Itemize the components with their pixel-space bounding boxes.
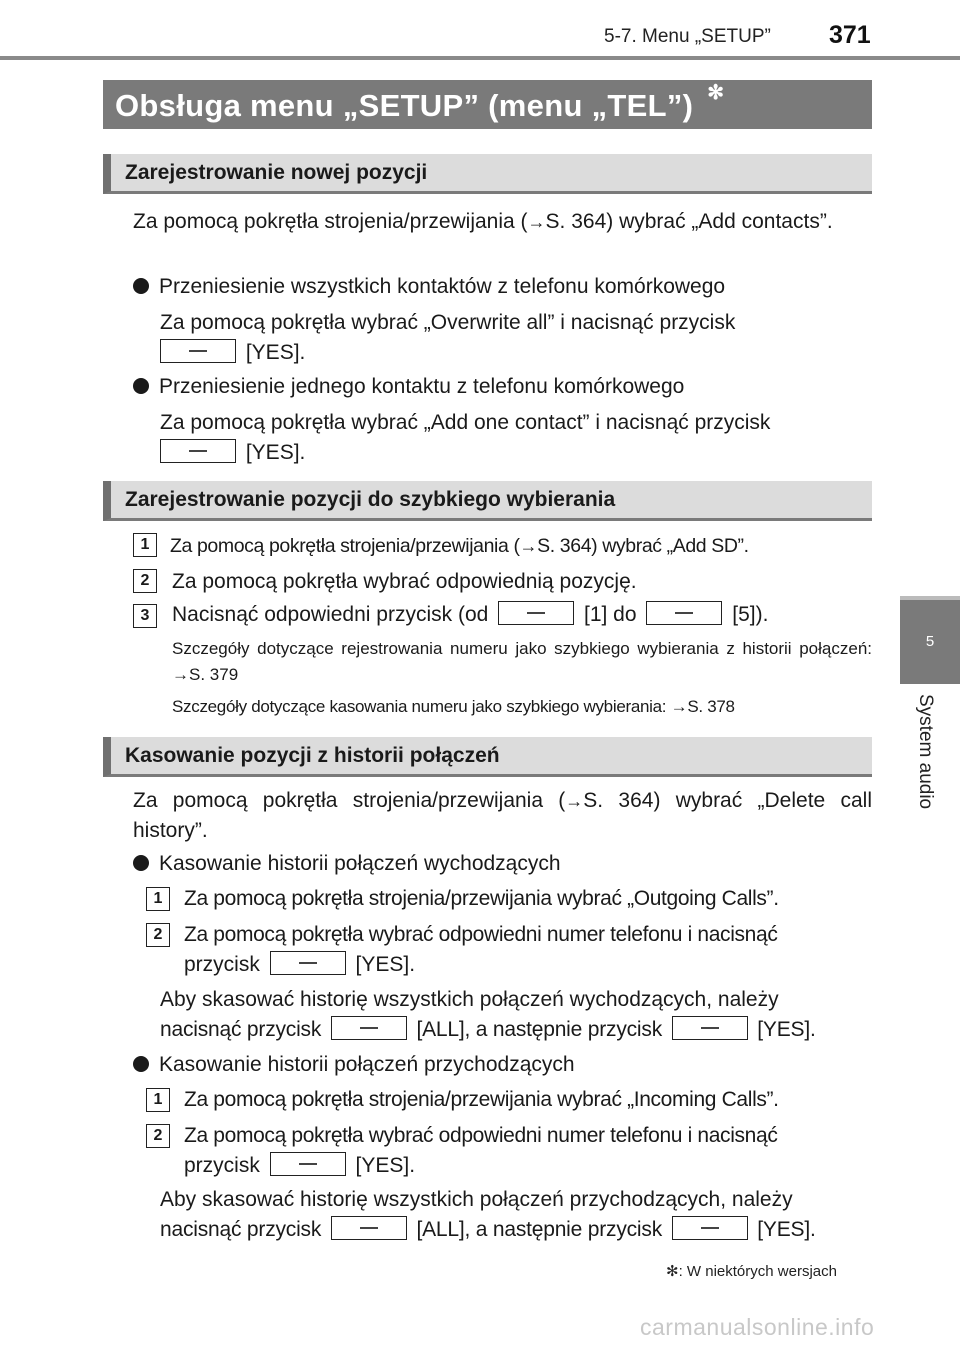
text: nacisnąć przycisk — [160, 1218, 322, 1241]
bullet-icon — [133, 378, 149, 394]
text: przycisk — [184, 953, 260, 976]
history-intro — [133, 786, 872, 846]
page-title-text: Obsługa menu „SETUP” (menu „TEL”) — [115, 88, 694, 123]
bullet-icon — [133, 855, 149, 871]
text: nacisnąć przycisk — [160, 1018, 322, 1041]
bullet-transfer-all — [133, 272, 725, 302]
page-title — [103, 80, 872, 129]
incoming-step1: Za pomocą pokrętła strojenia/przewijania wybrać „Incoming Calls”. — [184, 1088, 779, 1111]
bullet-outgoing — [133, 849, 561, 879]
speed-dial-note-history — [172, 636, 872, 688]
text: [YES]. — [355, 1154, 416, 1177]
hardware-button-icon — [270, 1152, 346, 1176]
incoming-step2-line2 — [184, 1151, 415, 1181]
text: [YES]. — [757, 1018, 816, 1041]
text: [YES]. — [757, 1218, 816, 1241]
watermark: carmanualsonline.info — [640, 1314, 875, 1340]
outgoing-step2-line2 — [184, 950, 415, 980]
incoming-all-text: Aby skasować historię wszystkich połączeń przychodzących, należy — [160, 1188, 793, 1211]
arrow-icon: → — [519, 536, 538, 556]
footnote — [666, 1262, 837, 1280]
incoming-all-line2 — [160, 1215, 816, 1245]
text: S. 364) wybrać „Delete call history”. — [133, 789, 872, 842]
bullet-transfer-all-btn-line — [160, 338, 305, 368]
bullet-title: Przeniesienie wszystkich kontaktów z telefonu komórkowego — [159, 275, 726, 298]
step-badge: 1 — [146, 887, 170, 911]
text: Szczegóły dotyczące kasowania numeru jako szybkiego wybierania: — [172, 697, 671, 716]
step-badge: 2 — [146, 923, 170, 947]
hardware-button-icon — [646, 601, 722, 625]
bullet-title: Przeniesienie jednego kontaktu z telefonu komórkowego — [159, 375, 685, 398]
outgoing-step2: Za pomocą pokrętła wybrać odpowiedni numer telefonu i nacisnąć — [184, 923, 778, 946]
text: Za pomocą pokrętła strojenia/przewijania ( — [170, 535, 520, 557]
bullet-transfer-one-btn-line — [160, 438, 305, 468]
section-heading-history: Kasowanie pozycji z historii połączeń — [103, 737, 872, 777]
text: Za pomocą pokrętła strojenia/przewijania ( — [133, 789, 566, 812]
hardware-button-icon — [672, 1016, 748, 1040]
text: Nacisnąć odpowiedni przycisk (od — [172, 603, 489, 626]
new-entry-intro — [133, 207, 872, 237]
text: [YES]. — [245, 441, 306, 464]
bullet-title: Kasowanie historii połączeń wychodzących — [159, 852, 561, 875]
hardware-button-icon — [331, 1016, 407, 1040]
chapter-title: 5-7. Menu „SETUP” — [604, 26, 771, 47]
title-star: ✻ — [707, 82, 725, 104]
step-number-2 — [146, 1124, 170, 1148]
step-number-1 — [146, 1088, 170, 1112]
step-number-2 — [133, 569, 157, 593]
bullet-icon — [133, 278, 149, 294]
bullet-icon — [133, 1056, 149, 1072]
step-badge: 2 — [146, 1124, 170, 1148]
text: Za pomocą pokrętła strojenia/przewijania ( — [133, 210, 528, 233]
section-heading-new-entry: Zarejestrowanie nowej pozycji — [103, 154, 872, 194]
text: S. 364) wybrać „Add contacts”. — [545, 210, 833, 233]
step-number-1 — [146, 887, 170, 911]
step-number-2 — [146, 923, 170, 947]
text: [1] do — [584, 603, 637, 626]
step-badge: 1 — [133, 533, 157, 557]
speed-dial-note-delete — [172, 694, 735, 720]
text: [ALL], a następnie przycisk — [416, 1018, 663, 1041]
speed-dial-step3 — [172, 600, 768, 630]
arrow-icon: → — [670, 697, 688, 716]
text: [5]). — [732, 603, 769, 626]
arrow-icon: → — [527, 212, 546, 232]
text: [YES]. — [245, 341, 306, 364]
bullet-title: Kasowanie historii połączeń przychodzących — [159, 1053, 575, 1076]
hardware-button-icon — [672, 1216, 748, 1240]
side-tab-label: System audio — [915, 694, 936, 810]
text: S. 364) wybrać „Add SD”. — [537, 535, 749, 557]
text: S. 379 — [189, 665, 239, 684]
bullet-transfer-one-text: Za pomocą pokrętła wybrać „Add one contact” i nacisnąć przycisk — [160, 411, 771, 434]
side-tab-number: 5 — [900, 600, 960, 684]
bullet-transfer-all-text: Za pomocą pokrętła wybrać „Overwrite all” i nacisnąć przycisk — [160, 311, 736, 334]
text: Szczegóły dotyczące rejestrowania numeru jako szybkiego wybierania z historii połączeń: — [172, 639, 872, 658]
text: [YES]. — [355, 953, 416, 976]
hardware-button-icon — [331, 1216, 407, 1240]
speed-dial-step1 — [170, 531, 749, 561]
footnote-text: : W niektórych wersjach — [678, 1263, 837, 1280]
page-number: 371 — [829, 21, 871, 49]
step-badge: 2 — [133, 569, 157, 593]
step-badge: 3 — [133, 604, 157, 628]
arrow-icon: → — [565, 791, 584, 811]
arrow-icon: → — [172, 665, 189, 684]
step-badge: 1 — [146, 1088, 170, 1112]
step-number-1 — [133, 533, 157, 557]
incoming-step2: Za pomocą pokrętła wybrać odpowiedni numer telefonu i nacisnąć — [184, 1124, 778, 1147]
hardware-button-icon — [270, 951, 346, 975]
outgoing-step1: Za pomocą pokrętła strojenia/przewijania wybrać „Outgoing Calls”. — [184, 887, 779, 910]
hardware-button-icon — [160, 339, 236, 363]
text: [ALL], a następnie przycisk — [416, 1218, 663, 1241]
step-number-3 — [133, 604, 157, 628]
text: S. 378 — [687, 697, 735, 716]
bullet-transfer-one — [133, 372, 684, 402]
text: przycisk — [184, 1154, 260, 1177]
outgoing-all-line2 — [160, 1015, 816, 1045]
hardware-button-icon — [498, 601, 574, 625]
footnote-star: ✻ — [666, 1263, 679, 1280]
speed-dial-step2: Za pomocą pokrętła wybrać odpowiednią pozycję. — [172, 570, 637, 593]
bullet-incoming — [133, 1050, 575, 1080]
header-rule — [0, 56, 960, 60]
hardware-button-icon — [160, 439, 236, 463]
outgoing-all-text: Aby skasować historię wszystkich połączeń wychodzących, należy — [160, 988, 779, 1011]
section-heading-speed-dial: Zarejestrowanie pozycji do szybkiego wybierania — [103, 481, 872, 521]
